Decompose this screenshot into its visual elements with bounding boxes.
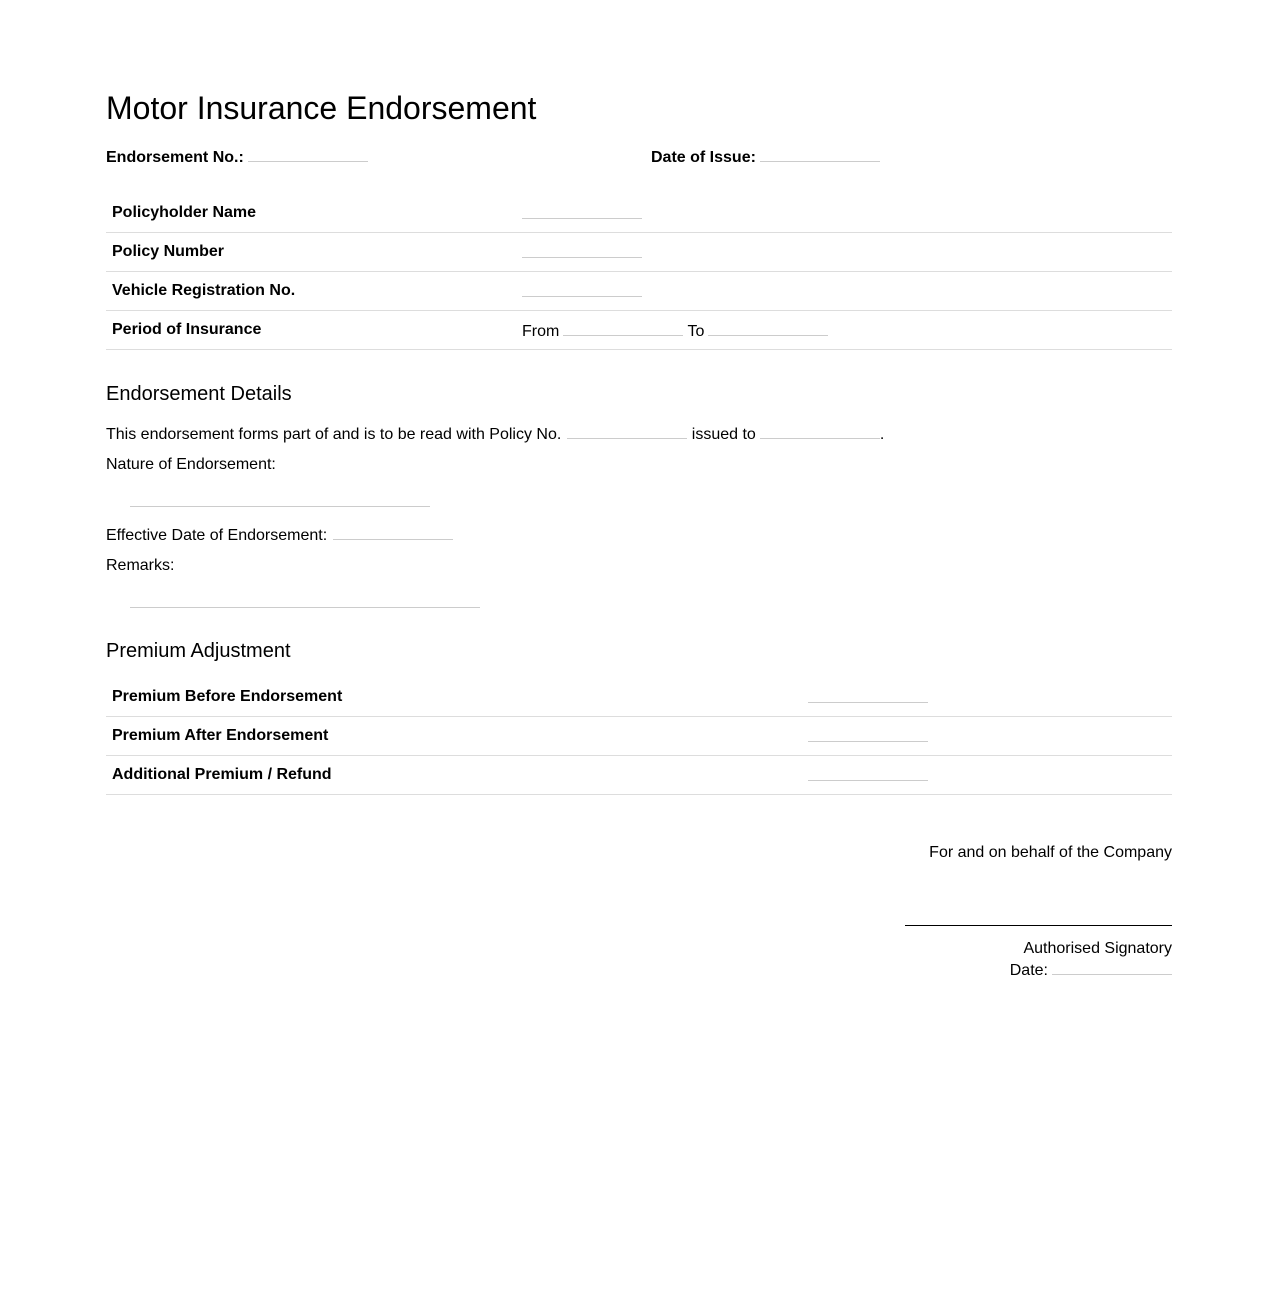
endorsement-details-heading: Endorsement Details (106, 383, 292, 405)
endorsement-no-label: Endorsement No.: (106, 149, 244, 166)
issued-to-text: issued to (691, 426, 756, 443)
period-from-input[interactable] (563, 319, 683, 336)
from-label: From (522, 323, 560, 340)
effective-date-field (106, 523, 453, 545)
row-label: Policy Number (106, 233, 516, 272)
table-row (106, 233, 1172, 272)
date-of-issue-field (651, 145, 880, 167)
remarks-input[interactable] (130, 591, 480, 608)
effective-date-label: Effective Date of Endorsement: (106, 527, 328, 544)
endorsement-no-input[interactable] (248, 145, 368, 162)
policyholder-name-input[interactable] (522, 202, 642, 219)
premium-table (106, 678, 1172, 795)
row-label: Vehicle Registration No. (106, 272, 516, 311)
table-row (106, 272, 1172, 311)
table-row (106, 678, 1172, 717)
behalf-text: For and on behalf of the Company (929, 844, 1172, 861)
sentence-text: This endorsement forms part of and is to be read with Policy No. (106, 426, 562, 443)
signature-date-input[interactable] (1052, 958, 1172, 975)
endorsement-sentence (106, 422, 884, 444)
table-row (106, 756, 1172, 795)
row-label: Premium Before Endorsement (106, 678, 802, 717)
remarks-label: Remarks: (106, 557, 175, 574)
table-row (106, 194, 1172, 233)
premium-before-input[interactable] (808, 686, 928, 703)
table-row (106, 311, 1172, 350)
row-label: Premium After Endorsement (106, 717, 802, 756)
page-title: Motor Insurance Endorsement (106, 90, 537, 126)
date-of-issue-label: Date of Issue: (651, 149, 756, 166)
nature-label: Nature of Endorsement: (106, 456, 276, 473)
issued-to-input[interactable] (760, 422, 880, 439)
signature-date-field (1010, 958, 1172, 980)
table-row (106, 717, 1172, 756)
row-label: Additional Premium / Refund (106, 756, 802, 795)
signature-date-label: Date: (1009, 962, 1048, 979)
premium-heading: Premium Adjustment (106, 640, 291, 662)
policy-table (106, 194, 1172, 350)
period-text: . (879, 426, 885, 443)
premium-after-input[interactable] (808, 725, 928, 742)
to-label: To (687, 323, 705, 340)
effective-date-input[interactable] (333, 523, 453, 540)
row-label: Period of Insurance (106, 311, 516, 350)
vehicle-registration-input[interactable] (522, 280, 642, 297)
nature-input[interactable] (130, 490, 430, 507)
date-of-issue-input[interactable] (760, 145, 880, 162)
signature-line[interactable] (905, 925, 1172, 926)
period-to-input[interactable] (708, 319, 828, 336)
policy-number-input[interactable] (522, 241, 642, 258)
row-label: Policyholder Name (106, 194, 516, 233)
additional-premium-input[interactable] (808, 764, 928, 781)
signatory-text: Authorised Signatory (1023, 940, 1172, 957)
endorsement-no-field (106, 145, 368, 167)
policy-no-input[interactable] (567, 422, 687, 439)
